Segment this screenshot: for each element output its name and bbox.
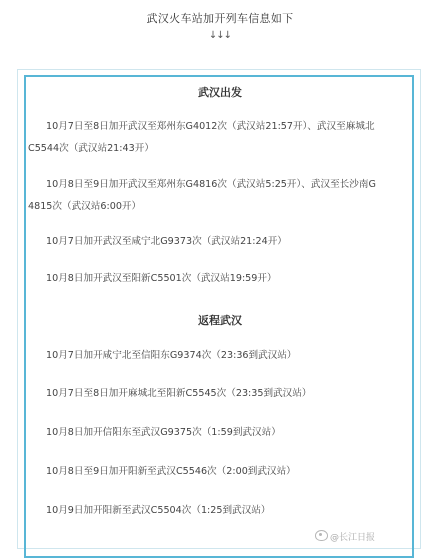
weibo-icon: [315, 530, 328, 541]
departure-item: [28, 268, 380, 290]
return-item-text: 10月9日加开阳新至武汉C5504次（1:25到武汉站）: [46, 505, 271, 516]
departure-item: [28, 116, 380, 160]
return-item: [28, 383, 380, 405]
intro-arrows: ↓↓↓: [208, 30, 232, 41]
watermark: [315, 530, 375, 543]
return-item: [28, 500, 380, 522]
departure-heading: 武汉出发: [198, 86, 242, 99]
intro-title: 武汉火车站加开列车信息如下: [146, 12, 294, 25]
return-item: [28, 461, 380, 483]
return-item-text: 10月8日至9日加开阳新至武汉C5546次（2:00到武汉站）: [46, 466, 296, 477]
watermark-text: @长江日报: [330, 533, 376, 543]
departure-item-text: 10月7日至8日加开武汉至郑州东G4012次（武汉站21:57开）、武汉至麻城北C5544次（武汉站21:43开）: [28, 121, 375, 154]
return-item-text: 10月7日加开咸宁北至信阳东G9374次（23:36到武汉站）: [46, 350, 297, 361]
departure-item-text: 10月8日至9日加开武汉至郑州东G4816次（武汉站5:25开）、武汉至长沙南G4815次（武汉站6:00开）: [28, 179, 376, 212]
departure-item: [28, 231, 380, 253]
departure-item-text: 10月7日加开武汉至咸宁北G9373次（武汉站21:24开）: [46, 236, 287, 247]
return-item: [28, 345, 380, 367]
departure-item-text: 10月8日加开武汉至阳新C5501次（武汉站19:59开）: [46, 273, 277, 284]
departure-item: [28, 174, 380, 218]
return-item-text: 10月8日加开信阳东至武汉G9375次（1:59到武汉站）: [46, 427, 281, 438]
return-item: [28, 422, 380, 444]
return-item-text: 10月7日至8日加开麻城北至阳新C5545次（23:35到武汉站）: [46, 388, 312, 399]
return-heading: 返程武汉: [198, 314, 242, 327]
